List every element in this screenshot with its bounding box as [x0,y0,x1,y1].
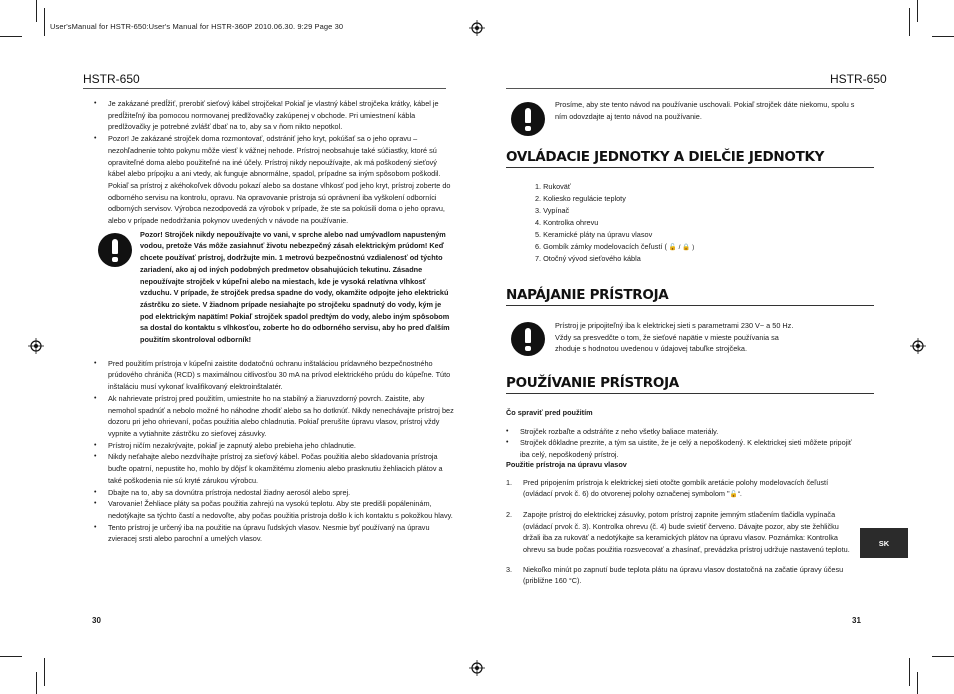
heading-rule [506,305,874,306]
note-keep-manual: Prosíme, aby ste tento návod na používanie uschovali. Pokiaľ strojček dáte niekomu, spolu s ním odovzdajte aj tento návod na používanie. [555,100,855,121]
model-label-right: HSTR-650 [830,72,887,86]
language-tab: SK [860,528,908,558]
heading-rule [506,167,874,168]
crop-mark [917,0,918,22]
header-rule [506,88,874,89]
exclamation-icon [511,322,545,356]
registration-mark-icon [469,660,485,676]
crop-mark [0,36,22,37]
section-heading-parts: OVLÁDACIE JEDNOTKY A DIELČIE JEDNOTKY [506,149,825,165]
step-text: Niekoľko minút po zapnutí bude teplota plátu na úpravu vlasov dostatočná na začatie úpravy účesu (približne 160 °C). [523,564,844,586]
part-item [535,193,835,205]
print-slug: User'sManual for HSTR-650:User's Manual for HSTR-360P 2010.06.30. 9:29 Page 30 [50,22,344,31]
part-item [535,205,835,217]
registration-mark-icon [910,338,926,354]
crop-mark [909,8,910,36]
bullet-list [506,426,856,461]
part-label: 5. Keramické pláty na úpravu vlasov [535,229,653,239]
model-label-left: HSTR-650 [83,72,140,86]
bullet-item: • Prístroj ničím nezakrývajte, pokiaľ je zapnutý alebo prebieha jeho chladnutie. [94,440,454,452]
bullet-item: • Dbajte na to, aby sa dovnútra prístroja nedostal žiadny aerosól alebo sprej. [94,487,454,499]
section-heading-use: POUŽÍVANIE PRÍSTROJA [506,375,679,391]
steps-list [506,477,856,588]
part-item [535,241,835,254]
part-label: 1. Rukoväť [535,182,571,191]
crop-mark [44,658,45,686]
part-label: 7. Otočný vývod sieťového kábla [535,254,641,264]
crop-mark [917,672,918,694]
heading-rule [506,393,874,394]
crop-mark [0,656,22,657]
parts-list [535,181,835,265]
subheading-before-use: Čo spraviť pred použitím [506,408,593,417]
registration-mark-icon [469,20,485,36]
page-number-left: 30 [92,616,101,625]
step-item [506,509,856,556]
exclamation-icon [98,233,132,267]
step-text: Zapojte prístroj do elektrickej zásuvky, potom prístroj zapnite jemným stlačením tlačidla vypínača (ovládací prvok č. 3). Kontrolka ohrevu (č. 4) bude svietiť červeno. Dávajte pozor, aby ste žehličku držali iba za rukoväť a nedotýkajte sa keramických plátov na úpravu vlasov. Poznámka: Kontrolka ohrevu sa bude počas použitia rozsvecovať a zhasínať, prevádzka prístroj udržuje nastavenú teplotu. [523,509,850,555]
part-item [535,229,835,241]
crop-mark [932,36,954,37]
bullet-item: • Pozor! Je zakázané strojček doma rozmontovať, odstrániť jeho kryt, pokúšať sa o jeho opravu – nezohľadnenie tohto pokynu môže viesť k vážnej nehode. Prístroj neobsahuje také súčiastky, ktoré sú opraviteľné doma alebo použiteľné na iné účely. Prístroj nikdy nepoužívajte, ak má poškodený sieťový kábel alebo prípojku a ani vtedy, ak funguje abnormálne, spadol, prípadne sa iným spôsobom poškodil. Pokiaľ sa prístroj z akéhokoľvek dôvodu pokazí alebo sa dostane vlhkosť pod jeho kryt, prístroj zoberte do odborného servisu na kontrolu, opravu. Na opravovanie prístroja sú oprávnení iba vyškolení odborníci odborných servisov. Výrobca nezodpovedá za výrobok v prípade, že ste sa pokúsili doma o jeho opravu, alebo v prípade nedodržania pokynov uvedených v návode na používanie. [94,133,454,227]
bullet-list [94,98,454,227]
warning-block [94,229,454,346]
step-item [506,477,856,501]
crop-mark [909,658,910,686]
part-label: 6. Gombík zámky modelovacích čeľustí ( [535,241,667,251]
bullet-item: • Strojček rozbaľte a odstráňte z neho všetky baliace materiály. [506,426,856,438]
part-item [535,253,835,265]
unlock-icon: 🔓 / 🔒 ) [666,243,695,251]
part-label: 3. Vypínač [535,205,570,215]
crop-mark [932,656,954,657]
step-number: 1. [506,477,513,487]
part-label: 4. Kontrolka ohrevu [535,217,599,227]
right-column-use [506,407,856,595]
bullet-item: • Pred použitím prístroja v kúpeľni zaistite dodatočnú ochranu inštaláciou prídavného bezpečnostného prúdového chrániča (RCD) s maximálnou citlivosťou 30 mA na prívod elektrického prúdu do kúpeľne. Túto inštaláciu musí vykonať kvalifikovaný elektroinštalatér. [94,358,454,393]
step-item [506,564,856,587]
step-number: 3. [506,564,513,574]
bullet-item: • Ak nahrievate prístroj pred použitím, umiestnite ho na stabilný a žiaruvzdorný povrch. Zaistite, aby nemohol spadnúť a nebolo možné ho náhodne zhodiť alebo sa ho dotknúť. Nikdy nenechávajte prístroj bez dozoru pri jeho ohrievaní, počas použitia alebo chladnutia. Pokiaľ prerušíte úpravu vlasov, prístroj vždy vypnite a vytiahnite zástrčku zo sieťovej zásuvky. [94,393,454,440]
header-rule [83,88,446,89]
bullet-item: • Nikdy neťahajte alebo nezdvíhajte prístroj za sieťový kábel. Počas použitia alebo skladovania prístroja buďte opatrní, nepustite ho, mohlo by dôjsť k okamžitému zlomeniu alebo prasknutiu žehliacich plátov a také poškodenia nie sú kryté zárukou výrobcu. [94,451,454,486]
step-text: Pred pripojením prístroja k elektrickej sieti otočte gombík aretácie polohy modelovacích čeľustí (ovládací prvok č. 6) do otvorenej polohy označenej symbolom " [523,477,829,499]
page-number-right: 31 [852,616,861,625]
exclamation-icon [511,102,545,136]
bullet-item: • Strojček dôkladne prezrite, a tým sa uistite, že je celý a nepoškodený. K elektrickej sieti môžete pripojiť iba celý, nepoškodený prístroj. [506,437,856,460]
bullet-item: • Je zakázané predĺžiť, prerobiť sieťový kábel strojčeka! Pokiaľ je vlastný kábel strojčeka krátky, kábel je predĺžiteľný iba pomocou normovanej predlžovačky zakúpenej v obchode. Pri umiestnení kábla predlžovačky je potrebné zvlášť dbať na to, aby sa v ňom nikto nepotkol. [94,98,454,133]
left-column [94,98,454,545]
part-label: 2. Koliesko regulácie teploty [535,193,626,203]
note-power: Prístroj je pripojiteľný iba k elektrickej sieti s parametrami 230 V~ a 50 Hz. Vždy sa presvedčte o tom, že sieťové napätie v mieste používania sa zhoduje s hodnotou uvedenou v údajovej tabuľke strojčeka. [555,321,794,354]
bullet-item: • Varovanie! Žehliace pláty sa počas použitia zahrejú na vysokú teplotu. Aby ste predišli popáleninám, nedotýkajte sa týchto častí a nedovoľte, aby počas použitia prístroja došlo k ich kontaktu s pokožkou hlavy. [94,498,454,521]
crop-mark [36,672,37,694]
section-heading-power: NAPÁJANIE PRÍSTROJA [506,287,669,303]
bullet-list [94,358,454,545]
bullet-item: • Tento prístroj je určený iba na použitie na úpravu ľudských vlasov. Nesmie byť používaný na úpravu zvieracej srsti alebo parochní a umelých vlasov. [94,522,454,545]
part-item [535,217,835,229]
unlock-icon: 🔓". [729,491,742,499]
subheading-styling: Použitie prístroja na úpravu vlasov [506,459,627,469]
warning-text: Pozor! Strojček nikdy nepoužívajte vo vani, v sprche alebo nad umývadlom napusteným vodou, pretože Vás môže zasiahnuť životu nebezpečný zásah elektrickým prúdom! Keď chcete používať prístroj, dodržujte min. 1 metrovú bezpečnostnú vzdialenosť od týchto zariadení, ako aj od iných podobných predmetov obsahujúcich tekutinu. Zásadne nepoužívajte strojček v kúpeľni alebo na miestach, kde je vysoká relatívna vlhkosť vzduchu. V prípade, že strojček predsa spadne do vody, okamžite odpojte jeho elektrickú zástrčku zo siete. V žiadnom prípade nesiahajte po strojčeku spadnutý do vody, kým je pod elektrickým napätím! Pokiaľ strojček spadol predtým do vody, alebo iným spôsobom sa dostal do kontaktu s vlhkosťou, zoberte ho do odborného servisu, aby ho pred ďalším použitím skontroloval odborník! [140,229,450,345]
crop-mark [44,8,45,36]
registration-mark-icon [28,338,44,354]
part-item [535,181,835,193]
step-number: 2. [506,509,513,519]
crop-mark [36,0,37,22]
